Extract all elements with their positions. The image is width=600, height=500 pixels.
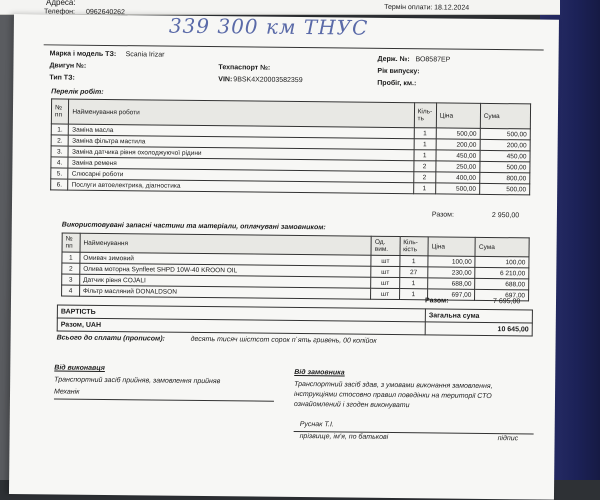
model-value: Scania Irizar — [125, 51, 165, 59]
works-total-label: Разом: — [431, 211, 455, 219]
words-value: десять тисяч шістсот сорок п`ять гривень, 00 копійок — [190, 335, 377, 345]
works-cell: 200,00 — [436, 139, 480, 150]
works-cell: 450,00 — [480, 150, 530, 162]
works-cell: 5. — [51, 168, 69, 179]
works-cell: 250,00 — [436, 161, 480, 172]
cost-title: ВАРТІСТЬ — [57, 305, 425, 322]
works-cell: Заміна масла — [69, 124, 414, 139]
parts-col-name: Найменування — [80, 233, 372, 255]
parts-cell: 4 — [62, 285, 80, 296]
works-cell: Заміна ременя — [68, 157, 413, 172]
cost-sum-label: Разом, UAH — [57, 318, 425, 335]
works-col-qty: Кіль-ть — [414, 103, 436, 128]
vin-label: VIN: — [218, 76, 233, 84]
works-table — [50, 98, 531, 195]
previous-page-strip — [0, 0, 560, 15]
parts-col-no: № пп — [62, 233, 80, 252]
customer-name: Руснак Т.І. — [299, 421, 334, 429]
parts-cell: 6 210,00 — [475, 267, 529, 279]
customer-text-3: ознайомлений і згоден виконувати — [293, 400, 410, 410]
executor-name: Механік — [54, 388, 80, 396]
parts-cell: 27 — [399, 267, 428, 278]
works-cell: 450,00 — [436, 150, 480, 161]
works-cell: Заміна фільтра мастила — [69, 135, 414, 150]
parts-cell: шт — [371, 288, 400, 299]
works-total-value: 2 950,00 — [491, 212, 520, 220]
parts-cell: 1 — [399, 289, 428, 300]
parts-cell: 697,00 — [428, 289, 475, 300]
works-cell: 500,00 — [480, 128, 530, 140]
parts-cell: шт — [371, 266, 400, 277]
parts-cell: 1 — [399, 256, 428, 267]
parts-total-value: 7 695,00 — [492, 298, 521, 306]
works-col-price: Ціна — [436, 103, 480, 128]
works-cell: Слюсарні роботи — [68, 168, 413, 183]
plate-label: Держ. №: — [377, 55, 410, 64]
customer-title: Від замовника — [294, 368, 345, 377]
works-cell: 500,00 — [480, 161, 530, 173]
vin-value: 9BSK4X20003582359 — [233, 76, 303, 85]
signature-caption: підпис — [497, 435, 519, 443]
phone-label: Телефон: — [43, 8, 76, 16]
customer-text-2: інструкціями стосовно правил поведінки на території СТО — [293, 390, 492, 401]
works-cell: 1. — [51, 124, 69, 135]
works-col-no: № пп — [51, 99, 69, 124]
cost-sum-value: 10 645,00 — [425, 322, 532, 336]
works-cell: 6. — [51, 179, 69, 190]
parts-cell: 697,00 — [475, 289, 529, 301]
works-cell: 200,00 — [480, 139, 530, 151]
phone-value: 0962640262 — [85, 8, 125, 17]
works-cell: Послуги автоелектрика, діагностика — [68, 179, 413, 194]
works-title: Перелік робіт: — [51, 88, 104, 96]
works-cell: Заміна датчика рівня охолоджуючої рідини — [68, 146, 413, 161]
address-label: Адреса: — [46, 0, 76, 7]
parts-title: Використовувані запасні частини та матеріали, оплачувані замовником: — [61, 221, 326, 232]
plate-value: ВО8587ЕР — [415, 56, 451, 64]
parts-cell: шт — [371, 277, 400, 288]
due-value: 18.12.2024 — [434, 4, 470, 12]
works-cell: 2 — [413, 161, 435, 172]
executor-text: Транспортний засіб прийняв, замовлення прийняв — [54, 376, 221, 386]
works-cell: 500,00 — [435, 183, 479, 194]
parts-cell: 2 — [62, 263, 80, 274]
parts-col-unit: Од. вим. — [371, 236, 400, 255]
parts-cell: 688,00 — [475, 278, 529, 290]
parts-table — [61, 233, 530, 305]
works-cell: 4. — [51, 157, 69, 168]
parts-cell: 688,00 — [428, 278, 475, 289]
executor-sign-line — [54, 398, 274, 401]
parts-cell: 100,00 — [428, 256, 475, 267]
mileage-label: Пробіг, км.: — [377, 79, 417, 88]
works-cell: 800,00 — [480, 172, 530, 184]
works-cell: 500,00 — [436, 128, 480, 139]
cost-total-header: Загальна сума — [425, 309, 532, 323]
works-col-name: Найменування роботи — [69, 99, 414, 128]
works-cell: 2 — [413, 172, 435, 183]
parts-col-qty: Кіль-кість — [400, 237, 429, 256]
parts-cell: Датчик рівня COJALI — [80, 274, 371, 288]
parts-cell: Фільтр масляний DONALDSON — [79, 285, 370, 299]
model-label: Марка і модель ТЗ: — [49, 50, 117, 59]
due-label: Термін оплати: — [384, 3, 433, 12]
executor-title: Від виконавця — [54, 364, 105, 372]
works-cell: 3. — [51, 146, 69, 157]
words-label: Всього до сплати (прописом): — [56, 334, 165, 343]
parts-cell: 1 — [399, 278, 428, 289]
parts-cell: Олива моторна Synfleet SHPD 10W-40 KROON OIL — [80, 263, 371, 277]
works-cell: 1 — [413, 183, 435, 194]
works-cell: 1 — [414, 139, 436, 150]
works-col-sum: Сума — [480, 103, 530, 129]
customer-text-1: Транспортний засіб здав, з умовами виконання замовлення, — [294, 380, 493, 391]
parts-cell: шт — [371, 255, 400, 266]
type-label: Тип ТЗ: — [49, 74, 75, 82]
parts-cell: Омивач зимовий — [80, 252, 371, 266]
works-cell: 1 — [414, 150, 436, 161]
works-cell: 1 — [414, 128, 436, 139]
parts-cell: 230,00 — [428, 267, 475, 278]
parts-total-label: Разом: — [424, 297, 449, 305]
parts-col-sum: Сума — [475, 237, 529, 257]
works-cell: 2. — [51, 135, 69, 146]
handwritten-mileage: 339 300 км ТНУС — [168, 13, 369, 40]
works-cell: 400,00 — [435, 172, 479, 183]
works-cell: 500,00 — [479, 183, 529, 195]
divider — [44, 44, 544, 50]
parts-cell: 100,00 — [475, 256, 529, 268]
passport-label: Техпаспорт №: — [218, 64, 271, 72]
customer-caption: прізвище, ім'я, по батькові — [299, 433, 389, 441]
parts-col-price: Ціна — [428, 237, 476, 256]
parts-cell: 3 — [62, 274, 80, 285]
cost-table — [57, 304, 533, 336]
parts-cell: 1 — [62, 252, 80, 263]
engine-label: Двигун №: — [49, 62, 87, 70]
year-label: Рік випуску: — [377, 67, 420, 76]
